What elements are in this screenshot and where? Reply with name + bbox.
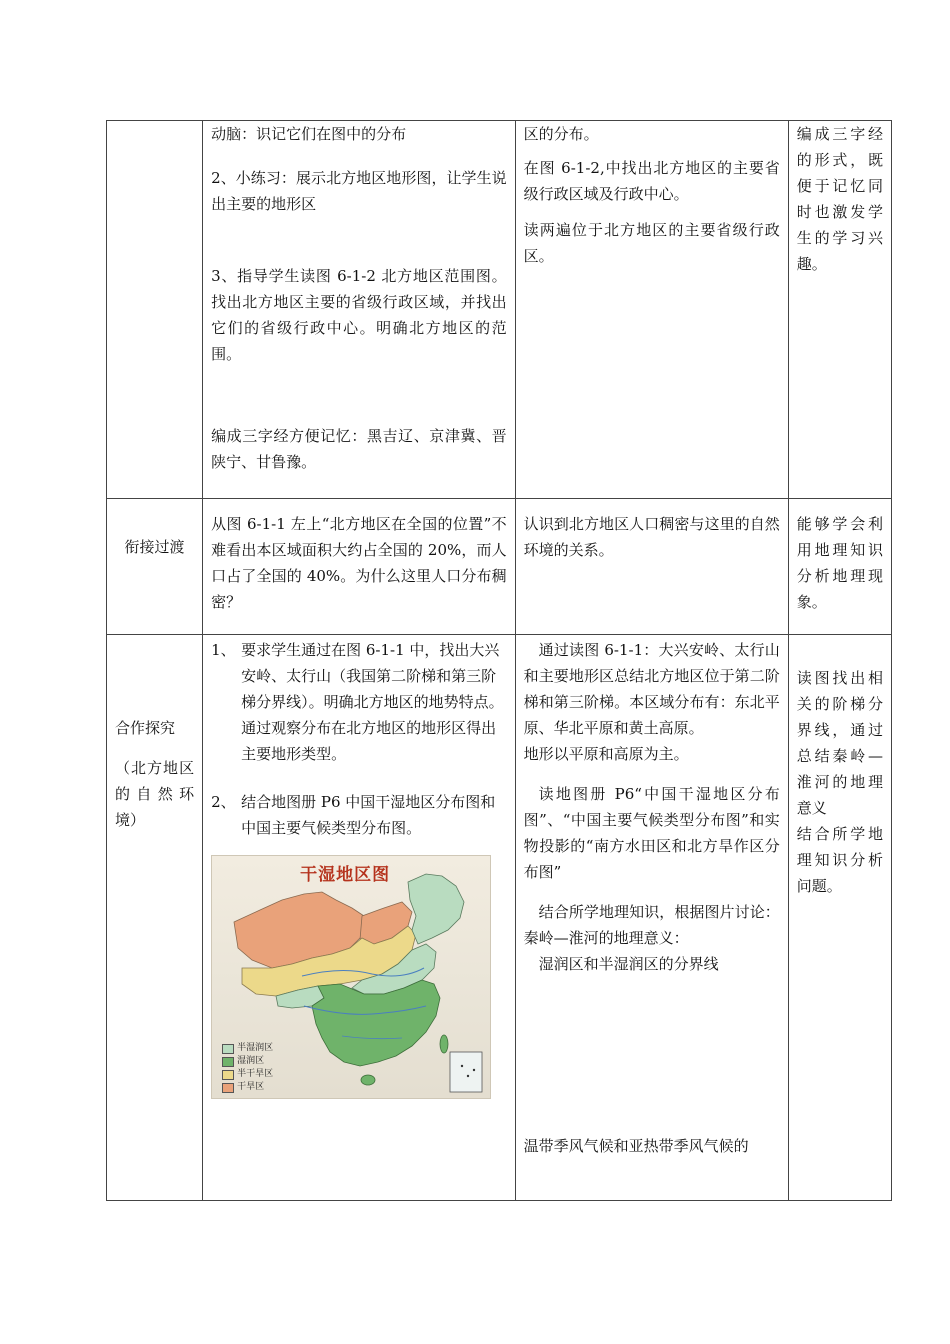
teacher-activity-cell [203, 499, 516, 635]
text-paragraph: 读地图册 P6“中国干湿地区分布图”、“中国主要气候类型分布图”和实物投影的“南方水田区和北方旱作区分布图” [523, 785, 780, 881]
stage-label: 衔接过渡 [124, 537, 185, 556]
legend-entry [222, 1068, 273, 1081]
student-activity-cell [515, 635, 788, 1201]
intent-text: 编成三字经的形式，既便于记忆同时也激发学生的学习兴趣。 [796, 125, 883, 273]
mnemonic-text: 编成三字经方便记忆：黑吉辽、京津冀、晋陕宁、甘鲁豫。 [211, 427, 507, 471]
legend-entry [222, 1042, 273, 1055]
intent-cell [788, 635, 891, 1201]
intent-text: 读图找出相关的阶梯分界线，通过总结秦岭—淮河的地理意义 [796, 669, 883, 817]
table-row [107, 635, 892, 1201]
legend-swatch [222, 1044, 234, 1054]
list-item [211, 637, 507, 767]
legend-label: 干旱区 [237, 1082, 265, 1092]
text-paragraph: 在图 6-1-2,中找出北方地区的主要省级行政区域及行政中心。 [523, 159, 780, 203]
list-item [211, 789, 507, 841]
text-line: 温带季风气候和亚热带季风气候的 [523, 1137, 749, 1155]
legend-label: 半干旱区 [237, 1069, 274, 1079]
map-title: 干湿地区图 [300, 865, 391, 885]
teacher-activity-cell [203, 635, 516, 1201]
text-line: 湿润区和半湿润区的分界线 [538, 955, 719, 973]
table-row [107, 121, 892, 499]
student-activity-cell [515, 121, 788, 499]
intent-text: 结合所学地理知识分析问题。 [796, 825, 883, 895]
text-paragraph: 认识到北方地区人口稠密与这里的自然环境的关系。 [523, 515, 780, 559]
lesson-plan-table [106, 120, 892, 1201]
stage-cell [107, 121, 203, 499]
legend-entry [222, 1055, 273, 1068]
legend-swatch [222, 1070, 234, 1080]
legend-label: 半湿润区 [237, 1043, 274, 1053]
guide-item: 3、指导学生读图 6-1-2 北方地区范围图。找出北方地区主要的省级行政区域，并找出它们的省级行政中心。明确北方地区的范围。 [211, 267, 507, 363]
text-line: 区的分布。 [523, 125, 599, 143]
text-paragraph: 读两遍位于北方地区的主要省级行政区。 [523, 221, 780, 265]
stage-label: 合作探究 [115, 719, 176, 737]
text-line: 动脑：识记它们在图中的分布 [211, 125, 407, 143]
exercise-item: 2、小练习：展示北方地区地形图，让学生说出主要的地形区 [211, 169, 507, 213]
legend-entry [222, 1081, 273, 1094]
intent-cell [788, 499, 891, 635]
student-activity-cell [515, 499, 788, 635]
legend-label: 湿润区 [237, 1056, 265, 1066]
stage-cell [107, 499, 203, 635]
text-paragraph: 从图 6-1-1 左上“北方地区在全国的位置”不难看出本区域面积大约占全国的 20%，而人口占了全国的 40%。为什么这里人口分布稠密？ [211, 515, 507, 611]
teacher-activity-cell [203, 121, 516, 499]
list-text: 结合地图册 P6 中国干湿地区分布图和中国主要气候类型分布图。 [241, 793, 496, 837]
text-paragraph: 结合所学地理知识，根据图片讨论：秦岭—淮河的地理意义： [523, 903, 780, 947]
text-paragraph: 通过读图 6-1-1：大兴安岭、太行山和主要地形区总结北方地区位于第二阶梯和第三阶梯。本区域分布有：东北平原、华北平原和黄土高原。 [523, 641, 780, 737]
list-text: 要求学生通过在图 6-1-1 中，找出大兴安岭、太行山（我国第二阶梯和第三阶梯分界线）。明确北方地区的地势特点。通过观察分布在北方地区的地形区得出主要地形类型。 [241, 641, 504, 763]
intent-text: 能够学会利用地理知识分析地理现象。 [796, 515, 883, 611]
map-legend [222, 1042, 273, 1094]
legend-swatch [222, 1057, 234, 1067]
stage-cell [107, 635, 203, 1201]
legend-swatch [222, 1083, 234, 1093]
text-line: 地形以平原和高原为主。 [523, 745, 689, 763]
stage-sublabel: （北方地区的自然环境） [115, 759, 195, 829]
list-number: 1、 [211, 641, 236, 659]
intent-cell [788, 121, 891, 499]
dry-wet-region-map [211, 855, 491, 1099]
table-row [107, 499, 892, 635]
list-number: 2、 [211, 793, 236, 811]
